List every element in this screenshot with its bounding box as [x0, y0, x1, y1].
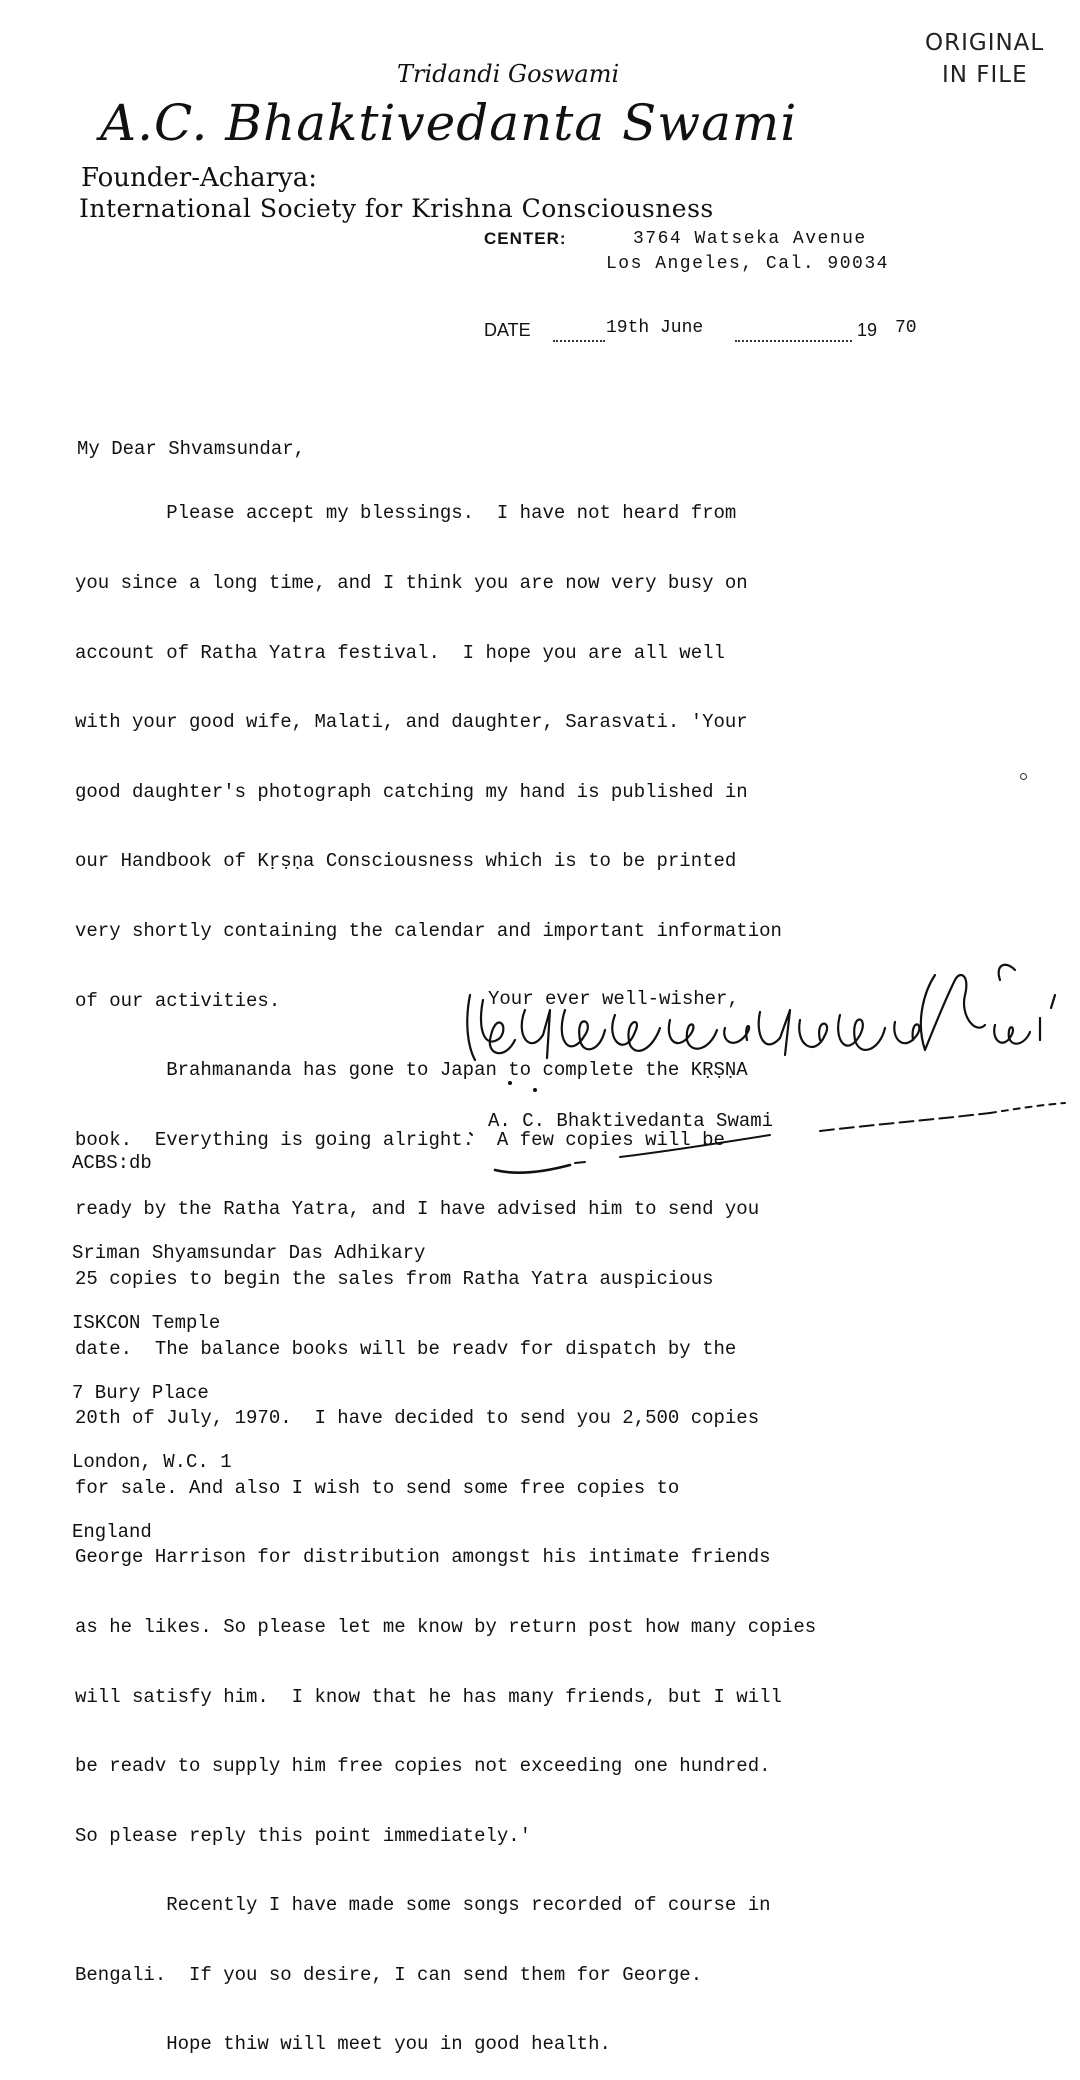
- body-line: date. The balance books will be readv for dispatch by the: [75, 1337, 737, 1360]
- signature-flourish: [470, 1095, 1070, 1185]
- date-year-prefix: 19: [857, 320, 878, 340]
- date-value: 19th June: [606, 318, 704, 338]
- recipient-line: Sriman Shyamsundar Das Adhikary: [72, 1242, 426, 1265]
- body-line: book. Everything is going alright. A few copies will be: [75, 1128, 725, 1151]
- body-line: 25 copies to begin the sales from Ratha Yatra auspicious: [75, 1267, 714, 1290]
- body-line: will satisfy him. I know that he has many friends, but I will: [75, 1685, 782, 1708]
- body-line: George Harrison for distribution amongst his intimate friends: [75, 1546, 771, 1569]
- salutation: My Dear Shvamsundar,: [77, 438, 306, 460]
- date-dots-right: [735, 330, 852, 342]
- body-line: you since a long time, and I think you are now very busy on: [75, 572, 748, 594]
- recipient-address: [72, 1196, 425, 1567]
- body-line: Hope thiw will meet you in good health.: [75, 2033, 611, 2056]
- signature-image: [455, 940, 1065, 1080]
- letterhead-society: International Society for Krishna Consciousness: [79, 194, 714, 223]
- recipient-line: England: [72, 1520, 152, 1543]
- body-line: ready by the Ratha Yatra, and I have advised him to send you: [75, 1198, 760, 1221]
- letterhead-name: A.C. Bhaktivedanta Swami: [100, 94, 798, 152]
- original-stamp-line-1: ORIGINAL: [925, 30, 1045, 56]
- body-line: with your good wife, Malati, and daughter, Sarasvati. 'Your: [75, 711, 748, 734]
- original-stamp-line-2: IN FILE: [942, 62, 1028, 88]
- body-line: account of Ratha Yatra festival. I hope you are all well: [75, 641, 725, 664]
- recipient-line: London, W.C. 1: [72, 1451, 232, 1474]
- body-line: Recently I have made some songs recorded of course in: [75, 1894, 771, 1917]
- date-dots-left: [553, 330, 605, 342]
- letterhead-role: Founder-Acharya:: [81, 163, 317, 193]
- body-line: 20th of July, 1970. I have decided to send you 2,500 copies: [75, 1407, 760, 1430]
- body-line: our Handbook of Kṛṣṇa Consciousness which is to be printed: [75, 850, 737, 873]
- body-line: for sale. And also I wish to send some free copies to: [75, 1476, 680, 1499]
- letterhead-title-small: Tridandi Goswami: [397, 60, 620, 88]
- closing: Your ever well-wisher,: [488, 988, 739, 1010]
- body-line: of our activities.: [75, 989, 281, 1012]
- body-line: Bengali. If you so desire, I can send them for George.: [75, 1963, 703, 1986]
- letterhead-address-line-1: 3764 Watseka Avenue: [633, 229, 867, 249]
- date-label: DATE: [484, 320, 531, 340]
- margin-dot: [1020, 773, 1027, 780]
- signatory-name: A. C. Bhaktivedanta Swami: [488, 1110, 774, 1132]
- date-year-suffix: 70: [895, 318, 917, 338]
- letterhead-center-label: CENTER:: [484, 229, 567, 248]
- body-line: good daughter's photograph catching my hand is published in: [75, 780, 748, 803]
- body-line: as he likes. So please let me know by return post how many copies: [75, 1615, 817, 1638]
- recipient-line: 7 Bury Place: [72, 1381, 209, 1404]
- body-line: be readv to supply him free copies not exceeding one hundred.: [75, 1755, 771, 1778]
- body-line: very shortly containing the calendar and important information: [75, 919, 782, 942]
- letterhead-address-line-2: Los Angeles, Cal. 90034: [606, 254, 889, 274]
- body-line: Brahmananda has gone to Japan to complete the KṚṢṆA: [75, 1059, 748, 1082]
- body-line: So please reply this point immediately.': [75, 1824, 532, 1847]
- body-line: Please accept my blessings. I have not heard from: [75, 502, 737, 525]
- reference-initials: ACBS:db: [72, 1152, 152, 1174]
- recipient-line: ISKCON Temple: [72, 1312, 221, 1334]
